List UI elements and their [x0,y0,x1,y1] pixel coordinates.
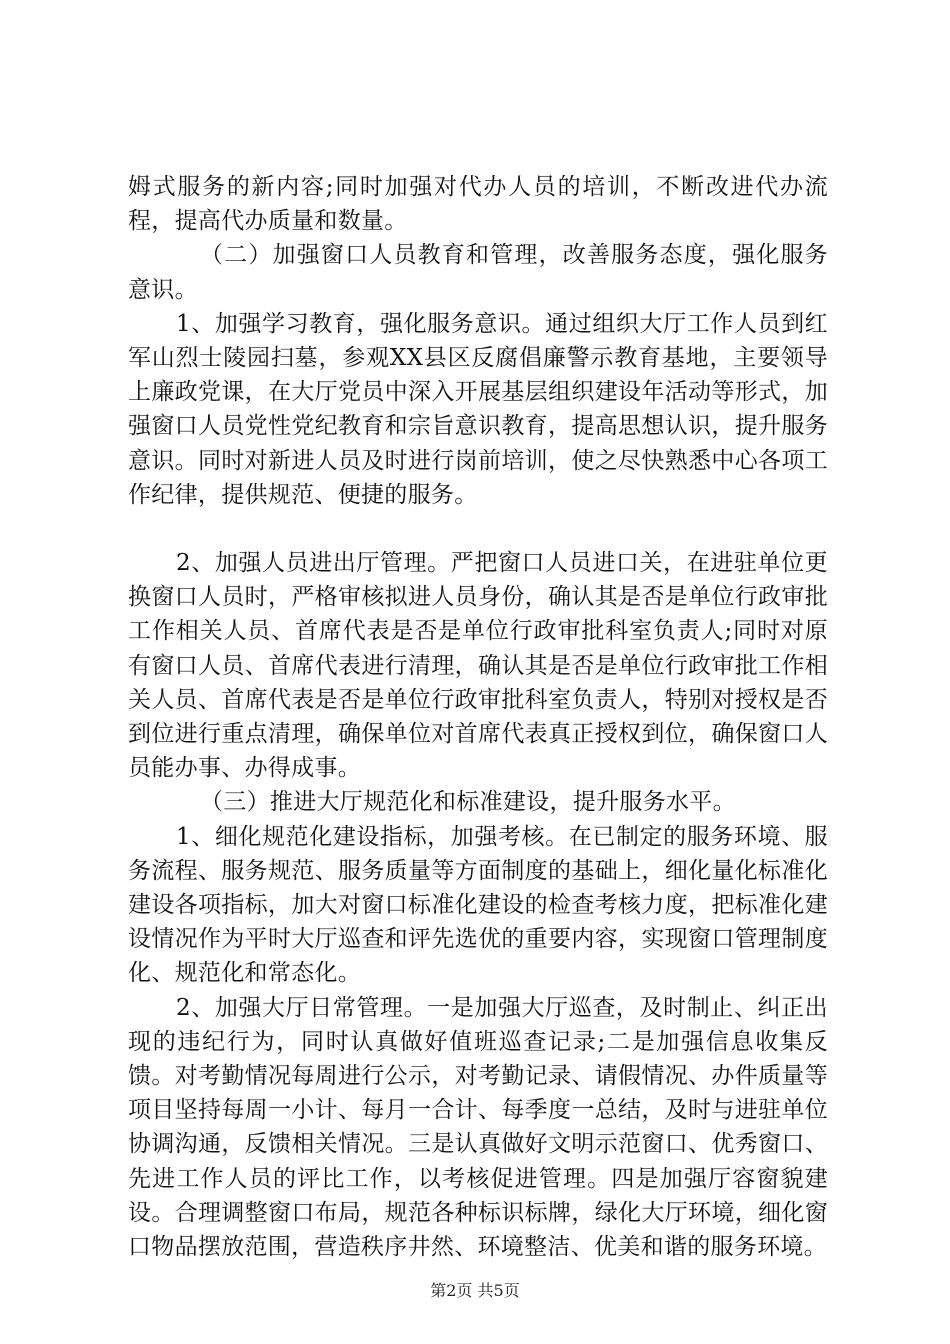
paragraph-continuation: 姆式服务的新内容;同时加强对代办人员的培训，不断改进代办流程，提高代办质量和数量。 [128,174,828,235]
section-heading-3: （三）推进大厅规范化和标准建设，提升服务水平。 [200,789,736,816]
section-heading-2: （二）加强窗口人员教育和管理，改善服务态度，强化服务意识。 [128,242,828,303]
paragraph-study-education: 1、加强学习教育，强化服务意识。通过组织大厅工作人员到红军山烈士陵园扫墓，参观XX县区反腐倡廉警示教育基地，主要领导上廉政党课，在大厅党员中深入开展基层组织建设年活动等形式，加强窗口人员党性党纪教育和宗旨意识教育，提高思想认识，提升服务意识。同时对新进人员及时进行岗前培训，使之尽快熟悉中心各项工作纪律，提供规范、便捷的服务。 [128,310,828,508]
paragraph-staff-management: 2、加强人员进出厅管理。严把窗口人员进口关，在进驻单位更换窗口人员时，严格审核拟进人员身份，确认其是否是单位行政审批工作相关人员、首席代表是否是单位行政审批科室负责人;同时对原有窗口人员、首席代表进行清理，确认其是否是单位行政审批工作相关人员、首席代表是否是单位行政审批科室负责人，特别对授权是否到位进行重点清理，确保单位对首席代表真正授权到位，确保窗口人员能办事、办得成事。 [128,550,828,782]
paragraph-daily-management: 2、加强大厅日常管理。一是加强大厅巡查，及时制止、纠正出现的违纪行为，同时认真做好值班巡查记录;二是加强信息收集反馈。对考勤情况每周进行公示，对考勤记录、请假情况、办件质量等项目坚持每周一小计、每月一合计、每季度一总结，及时与进驻单位协调沟通，反馈相关情况。三是认真做好文明示范窗口、优秀窗口、先进工作人员的评比工作，以考核促进管理。四是加强厅容窗貌建设。合理调整窗口布局，规范各种标识标牌，绿化大厅环境，细化窗口物品摆放范围，营造秩序井然、环境整洁、优美和谐的服务环境。 [128,994,828,1261]
document-body [128,170,828,1264]
page-number-footer: 第2页 共5页 [430,1281,520,1300]
paragraph-standardization: 1、细化规范化建设指标，加强考核。在已制定的服务环境、服务流程、服务规范、服务质量等方面制度的基础上，细化量化标准化建设各项指标，加大对窗口标准化建设的检查考核力度，把标准化建设情况作为平时大厅巡查和评先选优的重要内容，实现窗口管理制度化、规范化和常态化。 [128,823,828,987]
